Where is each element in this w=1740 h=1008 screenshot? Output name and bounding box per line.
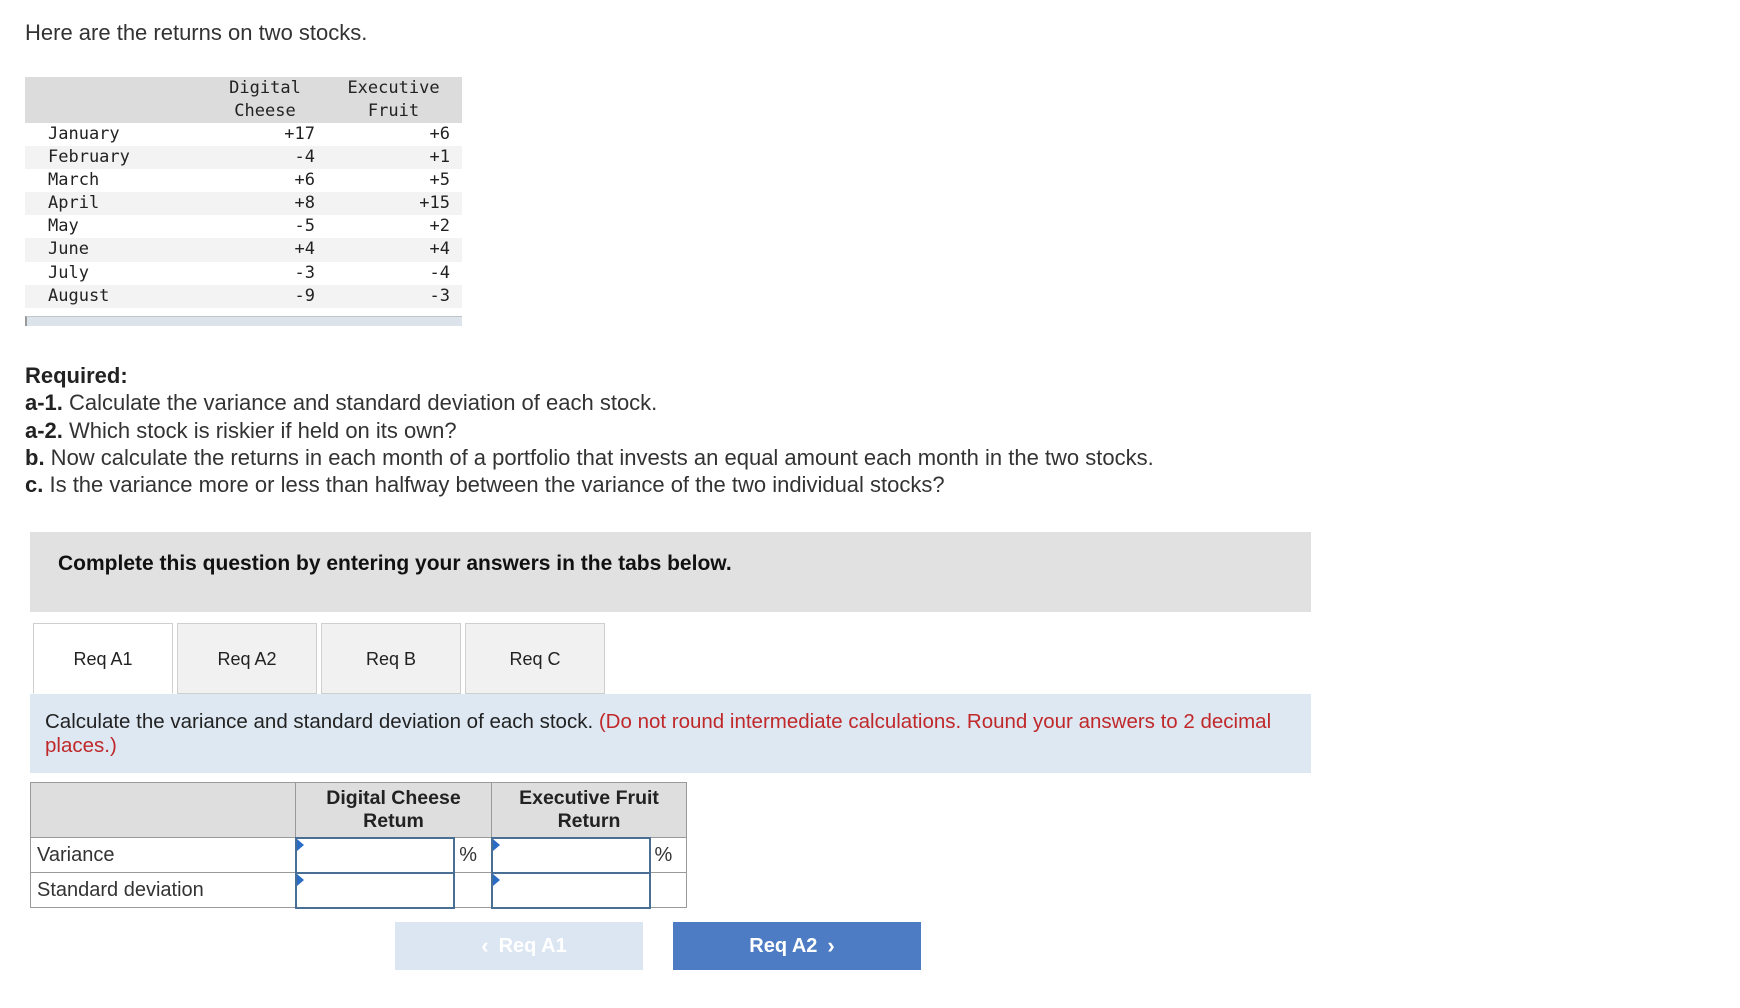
header-dc-return: Digital Cheese Retum bbox=[296, 783, 492, 838]
variance-row bbox=[31, 838, 687, 873]
answer-header-row bbox=[31, 783, 687, 838]
table-footer-bar bbox=[25, 316, 462, 326]
executive-fruit-cell: +1 bbox=[429, 147, 450, 168]
month-cell: August bbox=[48, 285, 110, 306]
digital-cheese-cell: +8 bbox=[294, 193, 315, 214]
month-cell: March bbox=[48, 170, 100, 191]
answer-table bbox=[30, 782, 687, 909]
table-row bbox=[25, 192, 462, 215]
executive-fruit-cell: -4 bbox=[429, 262, 450, 283]
table-row bbox=[25, 146, 462, 169]
executive-fruit-cell: +6 bbox=[429, 124, 450, 144]
next-req-a2-button[interactable]: Req A2 › bbox=[673, 922, 921, 970]
month-cell: January bbox=[48, 124, 120, 144]
chevron-left-icon: ‹ bbox=[481, 933, 489, 958]
digital-cheese-cell: +4 bbox=[294, 239, 315, 260]
required-heading: Required: bbox=[25, 363, 128, 388]
digital-cheese-cell: -3 bbox=[294, 262, 315, 283]
executive-fruit-cell: +4 bbox=[429, 239, 450, 260]
table-row bbox=[25, 262, 462, 285]
tab-req-a2[interactable]: Req A2 bbox=[177, 623, 317, 694]
tab-instruction: Calculate the variance and standard deviation of each stock. (Do not round intermediate calculations. Round your answers to 2 decimal places.) bbox=[30, 694, 1311, 773]
dc-std-dev-input[interactable] bbox=[296, 873, 455, 908]
intro-text: Here are the returns on two stocks. bbox=[25, 20, 368, 45]
variance-label: Variance bbox=[31, 838, 296, 873]
header-ef-return: Executive Fruit Return bbox=[492, 783, 687, 838]
digital-cheese-cell: -4 bbox=[294, 147, 315, 168]
digital-cheese-cell: -5 bbox=[294, 216, 315, 237]
month-cell: June bbox=[48, 239, 89, 260]
executive-fruit-cell: +15 bbox=[419, 193, 450, 214]
std-dev-label: Standard deviation bbox=[31, 873, 296, 908]
instructions-banner bbox=[30, 532, 1311, 612]
executive-fruit-cell: +5 bbox=[429, 170, 450, 191]
ef-variance-input[interactable] bbox=[492, 838, 650, 873]
tab-bar bbox=[33, 623, 609, 694]
digital-cheese-cell: +6 bbox=[294, 170, 315, 191]
digital-cheese-cell: -9 bbox=[294, 285, 315, 306]
dc-variance-input[interactable] bbox=[296, 838, 455, 873]
req-b-line: b. Now calculate the returns in each month of a portfolio that invests an equal amount each month in the two stocks. bbox=[25, 444, 1154, 470]
month-cell: April bbox=[48, 193, 100, 214]
required-section bbox=[25, 362, 1154, 498]
executive-fruit-cell: +2 bbox=[429, 216, 450, 237]
header-digital-cheese: Digital Cheese bbox=[229, 78, 301, 121]
banner-text: Complete this question by entering your answers in the tabs below. bbox=[58, 552, 732, 575]
month-cell: July bbox=[48, 262, 89, 283]
percent-sign: % bbox=[454, 838, 491, 873]
std-dev-row bbox=[31, 873, 687, 908]
executive-fruit-cell: -3 bbox=[429, 285, 450, 306]
tab-req-c[interactable]: Req C bbox=[465, 623, 605, 694]
req-c-line: c. Is the variance more or less than halfway between the variance of the two individual stocks? bbox=[25, 472, 945, 498]
req-a2-line: a-2. Which stock is riskier if held on its own? bbox=[25, 417, 457, 443]
month-cell: February bbox=[48, 147, 130, 168]
header-executive-fruit: Executive Fruit bbox=[347, 78, 440, 121]
month-cell: May bbox=[48, 216, 79, 237]
ef-std-dev-input[interactable] bbox=[492, 873, 650, 908]
returns-table bbox=[25, 77, 462, 326]
returns-table-header bbox=[25, 77, 462, 123]
percent-sign: % bbox=[650, 838, 687, 873]
tab-req-a1[interactable]: Req A1 bbox=[33, 623, 173, 694]
req-a1-line: a-1. Calculate the variance and standard deviation of each stock. bbox=[25, 390, 658, 416]
rounding-note: (Do not round intermediate calculations. Round your answers to 2 decimal places.) bbox=[45, 710, 1272, 757]
digital-cheese-cell: +17 bbox=[284, 124, 315, 144]
table-row bbox=[25, 285, 462, 308]
tab-req-b[interactable]: Req B bbox=[321, 623, 461, 694]
table-row bbox=[25, 169, 462, 192]
prev-req-a1-button[interactable]: ‹ Req A1 bbox=[395, 922, 643, 970]
table-row bbox=[25, 238, 462, 261]
chevron-right-icon: › bbox=[827, 933, 835, 958]
table-row bbox=[25, 123, 462, 146]
table-row bbox=[25, 215, 462, 238]
